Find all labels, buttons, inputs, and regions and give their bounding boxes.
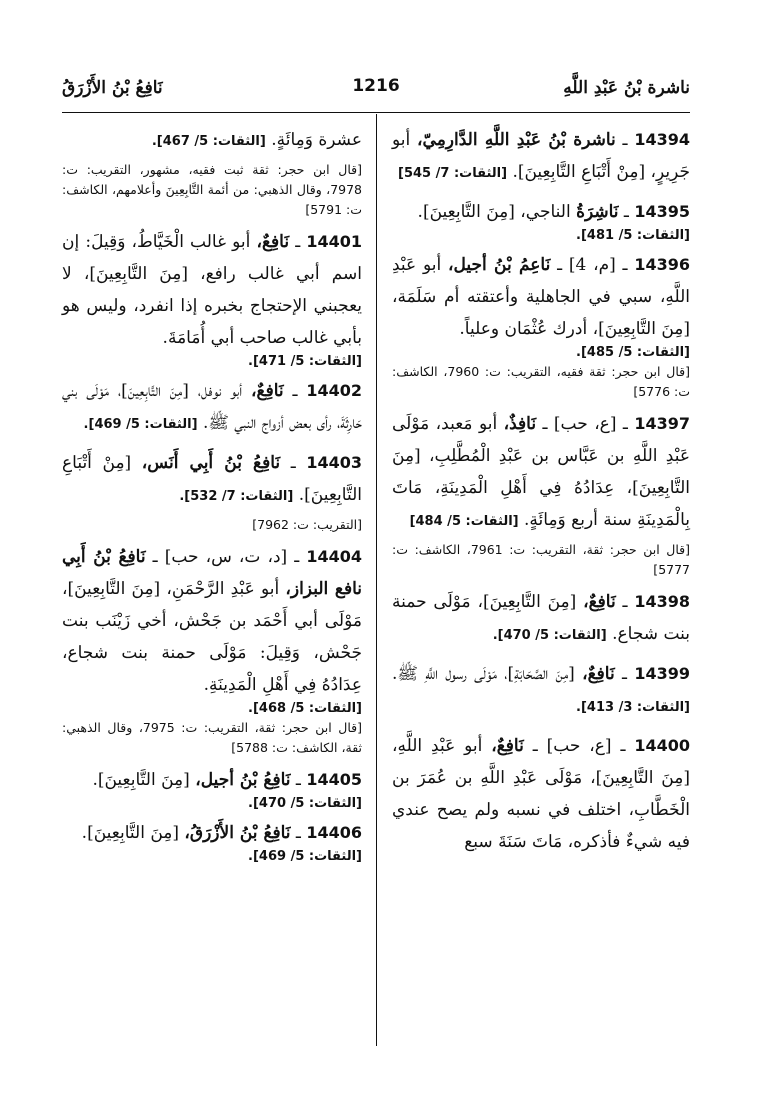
entry-14401: 14401 ـ نَافِعٌ، أبو غالب الْخَيَّاطُ، وَقِيلَ: إن اسم أبي غالب رافع، [مِنَ التَّابِعِينَ]، لا يعجبني الإحتجاج بخبره إذا انفرد، وليس هو بأبي غالب صاحب أبي أُمَامَةَ. [الثقات: 5/ 471]. bbox=[62, 232, 363, 369]
entry-text: [مِنْ أَتْبَاعِ التَّابِعِينَ]. bbox=[62, 453, 362, 505]
entry-text: أبو نوفل، [مِنَ التَّابِعِينَ]، مَوْلَى بني حَارِثَةَ، رأى بعض أزواج النبي ﷺ. bbox=[62, 381, 362, 433]
entry-source: [الثقات: 5/ 467]. bbox=[151, 134, 266, 149]
entry-name: نَافِذٌ، bbox=[503, 414, 537, 434]
entry-source: [الثقات: 5/ 469]. bbox=[248, 849, 362, 864]
entry-source: [الثقات: 5/ 470]. bbox=[492, 628, 607, 643]
entry-source: [الثقات: 5/ 469]. bbox=[83, 417, 198, 432]
entry-source: [الثقات: 7/ 532]. bbox=[179, 489, 294, 504]
entry-number: 14401 bbox=[306, 232, 363, 251]
entry-number: 14406 bbox=[306, 823, 362, 842]
entry-14400-continuation bbox=[62, 124, 362, 220]
entry-number: 14397 bbox=[634, 414, 690, 433]
header-left-title: نَافِعُ بْنُ الأَزْرَقُ bbox=[62, 78, 163, 98]
entry-text: [مِنَ التَّابِعِينَ]. bbox=[81, 823, 180, 843]
entry-source: [الثقات: 5/ 471]. bbox=[248, 354, 362, 369]
entry-14405: 14405 ـ نَافِعُ بْنُ أجيل، [مِنَ التَّابِعِينَ]. [الثقات: 5/ 470]. bbox=[62, 764, 362, 811]
entry-source: [الثقات: 5/ 484] bbox=[409, 514, 519, 529]
entry-number: 14400 bbox=[634, 736, 690, 755]
entry-name: نَافِعٌ، bbox=[251, 381, 284, 401]
entry-text: أبو عَبْدِ اللَّهِ، [مِنَ التَّابِعِينَ]، مَوْلَى عَبْدِ اللَّهِ بن عُمَرَ بن الْخَطَّابِ، اختلف في نسبه ولم يصح عندي فيه شيءٌ فأذكره، مَاتَ سَنَةَ سبع bbox=[392, 736, 690, 852]
entry-name: نَاشِرَةُ bbox=[576, 202, 619, 222]
entry-number: 14399 bbox=[634, 664, 690, 683]
entry-text: أبو عَبْدِ الرَّحْمَنِ، [مِنَ التَّابِعِينَ]، مَوْلَى أبي أَحْمَد بن جَحْش، أخي زَيْنَب بنت جَحْش، وَقِيلَ: مَوْلَى حمنة بنت شجاع، عِدَادُهُ فِي أَهْلِ الْمَدِينَةِ. bbox=[62, 579, 362, 695]
entry-name: نَافِعُ بْنُ أَبِي نافع البزاز، bbox=[62, 547, 362, 599]
entry-source: [الثقات: 3/ 413]. bbox=[576, 700, 690, 715]
entry-name: نَافِعُ بْنُ الأَزْرَقُ، bbox=[184, 823, 291, 843]
entry-name: نَافِعٌ، bbox=[491, 736, 524, 756]
entry-number: 14404 bbox=[306, 547, 362, 566]
entry-source: [الثقات: 5/ 470]. bbox=[248, 796, 362, 811]
header-right-title: ناشرة بْنُ عَبْدِ اللَّهِ bbox=[563, 78, 690, 98]
entry-14403: 14403 ـ نَافِعُ بْنُ أَبِي أَنَس، [مِنْ أَتْبَاعِ التَّابِعِينَ]. [الثقات: 7/ 532]. [التقريب: ت: 7962] bbox=[62, 447, 362, 535]
entry-name: نَافِعُ بْنُ أجيل، bbox=[195, 770, 291, 790]
entry-name: نَافِعٌ، bbox=[582, 664, 615, 684]
entry-tag: [م، 4] ـ bbox=[557, 255, 616, 275]
entry-14402: 14402 ـ نَافِعٌ، أبو نوفل، [مِنَ التَّابِعِينَ]، مَوْلَى بني حَارِثَةَ، رأى بعض أزواج النبي ﷺ. [الثقات: 5/ 469]. bbox=[62, 381, 363, 433]
entry-name: نَاعِمُ بْنُ أجيل، bbox=[448, 255, 551, 275]
entry-reference: [قال ابن حجر: ثقة ثبت فقيه، مشهور، التقريب: ت: 7978، وقال الذهبي: من أئمة التَّابِعِينَ وأعلامهم، الكاشف: ت: 5791] bbox=[62, 162, 362, 217]
right-column bbox=[392, 124, 690, 864]
entry-14398: 14398 ـ نَافِعٌ، [مِنَ التَّابِعِينَ]، مَوْلَى حمنة بنت شجاع. [الثقات: 5/ 470]. bbox=[392, 592, 690, 644]
entry-reference: [التقريب: ت: 7962] bbox=[252, 517, 362, 532]
entry-text: أبو عَبْدِ اللَّهِ، سبي في الجاهلية وأعتقته أم سَلَمَة، [مِنَ التَّابِعِينَ]، أدرك عُثْمَان وعلياً. bbox=[392, 255, 690, 339]
left-column bbox=[62, 124, 362, 870]
entry-text: أبو جَرِيرٍ، [مِنْ أَتْبَاعِ التَّابِعِينَ]. bbox=[392, 130, 690, 182]
entry-14404: 14404 ـ [د، ت، س، حب] ـ نَافِعُ بْنُ أَبِي نافع البزاز، أبو عَبْدِ الرَّحْمَنِ، [مِنَ التَّابِعِينَ]، مَوْلَى أبي أَحْمَد بن جَحْش، أخي زَيْنَب بنت جَحْش، وَقِيلَ: مَوْلَى حمنة بنت شجاع، عِدَادُهُ فِي أَهْلِ الْمَدِينَةِ. [الثقات: 5/ 468]. [قال ابن حجر: ثقة، التقريب: ت: 7975، وقال الذهبي: ثقة، الكاشف: ت: 5788] bbox=[62, 541, 362, 758]
entry-source: [الثقات: 5/ 468]. bbox=[248, 701, 362, 716]
entry-text: [مِنَ التَّابِعِينَ]، مَوْلَى حمنة بنت شجاع. bbox=[392, 592, 690, 644]
entry-number: 14398 bbox=[634, 592, 690, 611]
entry-number: 14402 bbox=[306, 381, 363, 400]
entry-tag: [ع، حب] ـ bbox=[542, 414, 617, 434]
page-number: 1216 bbox=[352, 76, 400, 96]
entry-number: 14396 bbox=[634, 255, 690, 274]
entry-name: نَافِعٌ، bbox=[256, 232, 290, 252]
entry-14400: 14400 ـ [ع، حب] ـ نَافِعٌ، أبو عَبْدِ اللَّهِ، [مِنَ التَّابِعِينَ]، مَوْلَى عَبْدِ اللَّهِ بن عُمَرَ بن الْخَطَّابِ، اختلف في نسبه ولم يصح عندي فيه شيءٌ فأذكره، مَاتَ سَنَةَ سبع bbox=[392, 736, 690, 852]
entry-source: [الثقات: 7/ 545] bbox=[398, 166, 508, 181]
continuation-text: عشرة وَمِائَةٍ. bbox=[271, 130, 362, 150]
entry-text: [مِنَ التَّابِعِينَ]. bbox=[92, 770, 190, 790]
entry-text: [مِنَ الصَّحَابَةِ]، مَوْلَى رسول اللَّهِ ﷺ. bbox=[392, 664, 575, 684]
entry-reference: [قال ابن حجر: ثقة، التقريب: ت: 7975، وقال الذهبي: ثقة، الكاشف: ت: 5788] bbox=[62, 720, 362, 755]
header-rule bbox=[62, 112, 690, 113]
entry-tag: [د، ت، س، حب] ـ bbox=[152, 547, 288, 567]
entry-name: نَافِعُ بْنُ أَبِي أَنَس، bbox=[141, 453, 281, 473]
entry-reference: [قال ابن حجر: ثقة، التقريب: ت: 7961، الكاشف: ت: 5777] bbox=[392, 542, 691, 577]
entry-number: 14403 bbox=[306, 453, 362, 472]
entry-source: [الثقات: 5/ 485]. bbox=[576, 345, 690, 360]
entry-14396: 14396 ـ [م، 4] ـ نَاعِمُ بْنُ أجيل، أبو عَبْدِ اللَّهِ، سبي في الجاهلية وأعتقته أم سَلَمَة، [مِنَ التَّابِعِينَ]، أدرك عُثْمَان وعلياً. [الثقات: 5/ 485]. [قال ابن حجر: ثقة فقيه، التقريب: ت: 7960، الكاشف: ت: 5776] bbox=[392, 249, 690, 402]
page-header bbox=[62, 78, 690, 108]
column-divider bbox=[376, 114, 377, 1046]
entry-name: ناشرة بْنُ عَبْدِ اللَّهِ الدَّارِمِيّ، bbox=[417, 130, 616, 150]
entry-number: 14394 bbox=[634, 130, 691, 149]
entry-text: الناجي، [مِنَ التَّابِعِينَ]. bbox=[417, 202, 571, 222]
entry-14397: 14397 ـ [ع، حب] ـ نَافِذٌ، أبو مَعبد، مَوْلَى عَبْدِ اللَّهِ بن عَبَّاس بن عَبْدِ الْمُطَّلِبِ، [مِنَ التَّابِعِينَ]، عِدَادُهُ فِي أَهْلِ الْمَدِينَةِ، مَاتَ بِالْمَدِينَةِ سنة أربع وَمِائَةٍ. [الثقات: 5/ 484] [قال ابن حجر: ثقة، التقريب: ت: 7961، الكاشف: ت: 5777] bbox=[392, 408, 690, 580]
entry-14395: 14395 ـ نَاشِرَةُ الناجي، [مِنَ التَّابِعِينَ]. [الثقات: 5/ 481]. bbox=[392, 196, 690, 243]
entry-name: نَافِعٌ، bbox=[583, 592, 616, 612]
entry-number: 14405 bbox=[306, 770, 362, 789]
entry-reference: [قال ابن حجر: ثقة فقيه، التقريب: ت: 7960، الكاشف: ت: 5776] bbox=[392, 364, 690, 399]
entry-14394: 14394 ـ ناشرة بْنُ عَبْدِ اللَّهِ الدَّارِمِيّ، أبو جَرِيرٍ، [مِنْ أَتْبَاعِ التَّابِعِينَ]. [الثقات: 7/ 545] bbox=[392, 130, 691, 182]
entry-text: أبو مَعبد، مَوْلَى عَبْدِ اللَّهِ بن عَبَّاس بن عَبْدِ الْمُطَّلِبِ، [مِنَ التَّابِعِينَ]، عِدَادُهُ فِي أَهْلِ الْمَدِينَةِ، مَاتَ بِالْمَدِينَةِ سنة أربع وَمِائَةٍ. bbox=[392, 414, 690, 530]
entry-14399: 14399 ـ نَافِعٌ، [مِنَ الصَّحَابَةِ]، مَوْلَى رسول اللَّهِ ﷺ. [الثقات: 3/ 413]. bbox=[392, 664, 690, 715]
entry-text: أبو غالب الْخَيَّاطُ، وَقِيلَ: إن اسم أبي غالب رافع، [مِنَ التَّابِعِينَ]، لا يعجبني الإحتجاج بخبره إذا انفرد، وليس هو بأبي غالب صاحب أبي أُمَامَةَ. bbox=[62, 232, 362, 348]
entry-source: [الثقات: 5/ 481]. bbox=[576, 228, 690, 243]
entry-14406: 14406 ـ نَافِعُ بْنُ الأَزْرَقُ، [مِنَ التَّابِعِينَ]. [الثقات: 5/ 469]. bbox=[62, 817, 362, 864]
entry-tag: [ع، حب] ـ bbox=[532, 736, 612, 756]
entry-number: 14395 bbox=[634, 202, 690, 221]
